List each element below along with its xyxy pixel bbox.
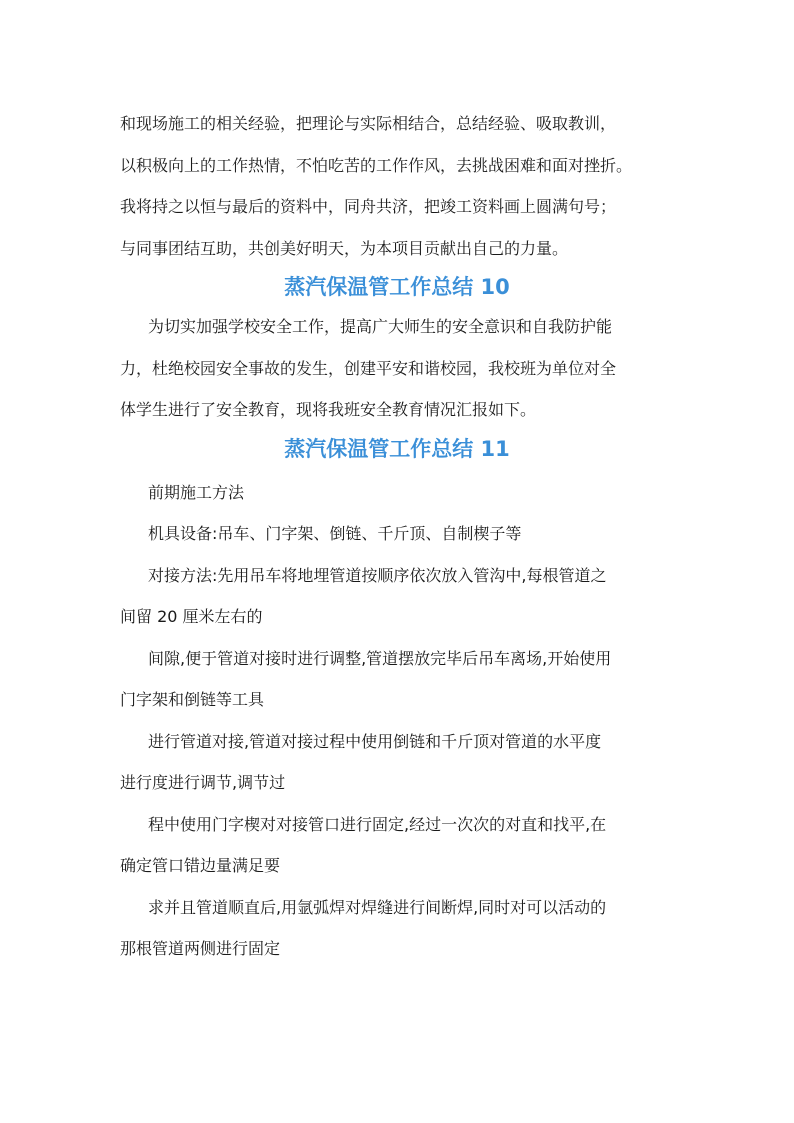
paragraph-line: 进行度进行调节,调节过	[120, 773, 286, 792]
paragraph-line: 我将持之以恒与最后的资料中，同舟共济，把竣工资料画上圆满句号；	[120, 197, 617, 216]
section-intro	[120, 103, 674, 269]
document-body	[120, 103, 674, 970]
paragraph-line: 间隙,便于管道对接时进行调整,管道摆放完毕后吊车离场,开始使用	[148, 648, 612, 668]
paragraph-line: 力，杜绝校园安全事故的发生，创建平安和谐校园，我校班为单位对全	[120, 358, 617, 378]
paragraph-line: 以积极向上的工作热情，不怕吃苦的工作作风，去挑战困难和面对挫折。	[120, 155, 633, 175]
paragraph-line: 确定管口错边量满足要	[120, 856, 281, 875]
paragraph-line: 那根管道两侧进行固定	[120, 939, 281, 958]
paragraph-line: 对接方法:先用吊车将地埋管道按顺序依次放入管沟中,每根管道之	[148, 565, 607, 585]
section-heading: 蒸汽保温管工作总结 10	[284, 275, 510, 299]
section-10	[120, 272, 674, 431]
paragraph-line: 求并且管道顺直后,用氩弧焊对焊缝进行间断焊,同时对可以活动的	[148, 897, 607, 917]
paragraph-line: 前期施工方法	[148, 482, 245, 502]
paragraph-line: 间留 20 厘米左右的	[120, 607, 263, 626]
section-11	[120, 434, 674, 970]
paragraph-line: 门字架和倒链等工具	[120, 690, 265, 709]
paragraph-line: 机具设备:吊车、门字架、倒链、千斤顶、自制楔子等	[148, 524, 522, 543]
paragraph-line: 进行管道对接,管道对接过程中使用倒链和千斤顶对管道的水平度	[148, 731, 602, 751]
paragraph-line: 与同事团结互助，共创美好明天，为本项目贡献出自己的力量。	[120, 238, 569, 258]
paragraph-line: 体学生进行了安全教育，现将我班安全教育情况汇报如下。	[120, 400, 537, 419]
paragraph-line: 为切实加强学校安全工作，提高广大师生的安全意识和自我防护能	[148, 317, 613, 336]
paragraph-line: 和现场施工的相关经验，把理论与实际相结合，总结经验、吸取教训，	[120, 114, 617, 133]
section-heading: 蒸汽保温管工作总结 11	[284, 436, 510, 461]
paragraph-line: 程中使用门字楔对对接管口进行固定,经过一次次的对直和找平,在	[148, 814, 607, 834]
